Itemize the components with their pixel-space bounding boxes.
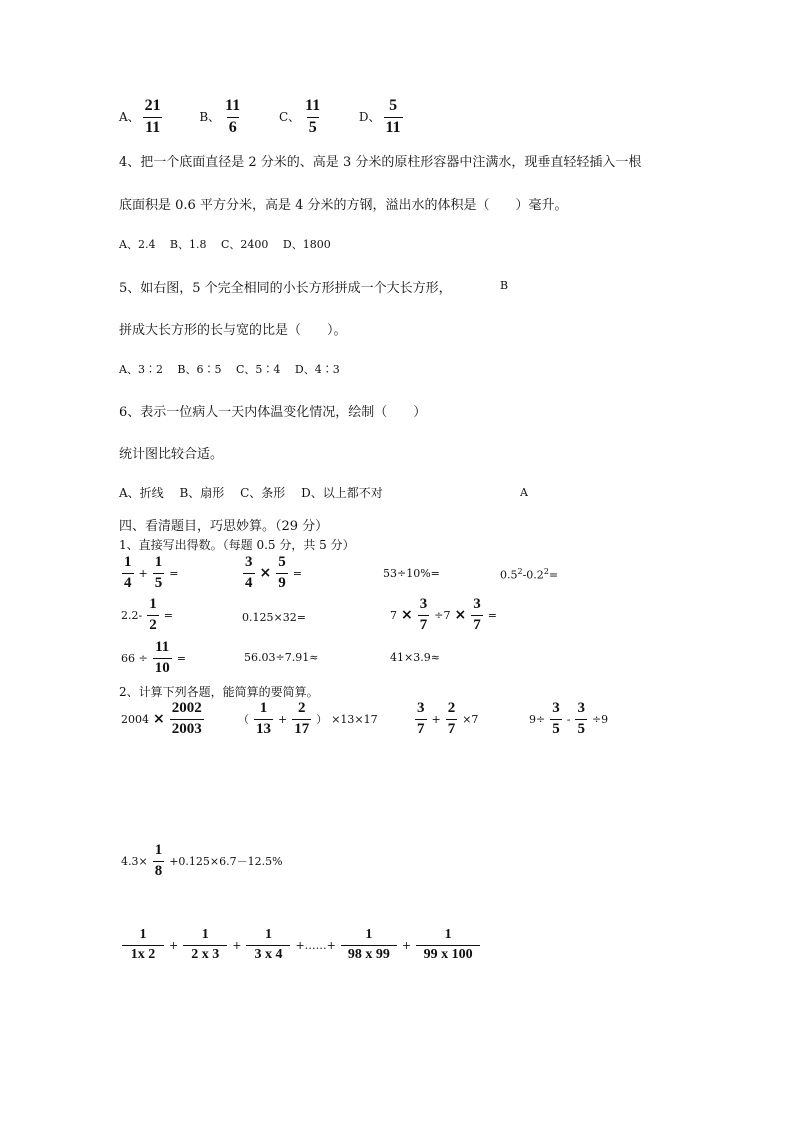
q3-option-a-label: A、 <box>119 109 140 124</box>
calc-expr-4: 9÷ $\frac{3}{5}$ - $\frac{3}{5}$ ÷9 <box>529 700 609 737</box>
direct-expr-5: 2.2- $\frac{1}{2}$ = <box>121 596 173 633</box>
q3-options-row <box>119 98 406 137</box>
direct-expr-4: $0.5^2-0.2^2=$ <box>500 567 559 582</box>
direct-expr-6: 0.125×32= <box>242 611 306 624</box>
section-4-title: 四、看清题目，巧思妙算。（29 分） <box>119 519 329 534</box>
direct-expr-8: 66 ÷ $\frac{11}{10}$ = <box>121 639 186 676</box>
direct-expr-7: 7 × $\frac{3}{7}$ ÷7 × $\frac{3}{7}$ = <box>390 596 497 633</box>
section-4-sub-1: 1、直接写出得数。（每题 0.5 分，共 5 分） <box>119 538 355 552</box>
q5-line-1: 5、如右图，5 个完全相同的小长方形拼成一个大长方形， <box>119 281 452 296</box>
q5-figure-marker: B <box>500 279 509 292</box>
q6-line-2: 统计图比较合适。 <box>119 447 224 462</box>
calc-expr-2: （ $\frac{1}{13}$ + $\frac{2}{17}$ ） ×13×17 <box>238 700 378 737</box>
q3-option-c-fraction: $\frac{11}{5}$ <box>305 97 321 136</box>
direct-expr-1: $\frac{1}{4}$ + $\frac{1}{5}$ = <box>124 554 179 591</box>
direct-expr-2: $\frac{3}{4}$ × $\frac{5}{9}$ = <box>245 554 302 591</box>
direct-expr-9: 56.03÷7.91≈ <box>244 651 319 664</box>
calc-expr-1: 2004 × $\frac{2002}{2003}$ <box>121 700 202 737</box>
direct-expr-10: 41×3.9≈ <box>390 651 440 664</box>
q4-line-1: 4、把一个底面直径是 2 分米的、高是 3 分米的原柱形容器中注满水，现垂直轻轻插入一根 <box>119 155 642 170</box>
q3-option-b-fraction: $\frac{11}{6}$ <box>225 97 241 136</box>
q6-figure-marker: A <box>520 486 528 499</box>
q3-option-c-label: C、 <box>278 109 301 124</box>
q3-option-d-fraction: $\frac{5}{11}$ <box>385 97 401 136</box>
q3-option-b-label: B、 <box>199 109 221 124</box>
direct-row-1 <box>119 555 180 592</box>
direct-expr-3: 53÷10%= <box>383 567 440 580</box>
q3-option-a-fraction: $\frac{21}{11}$ <box>144 97 161 136</box>
calc-expr-6: $\frac{1}{1x 2}$ + $\frac{1}{2 x 3}$ + $\frac{1}{3 x 4}$ +……+ $\frac{1}{98 x 99}$ + $\frac{1}{99 x 100}$ <box>119 928 483 962</box>
q4-line-2: 底面积是 0.6 平方分米，高是 4 分米的方钢，溢出水的体积是（ ）毫升。 <box>119 198 568 213</box>
section-4-sub-2: 2、计算下列各题，能简算的要简算。 <box>119 685 319 699</box>
q6-options: A、折线 B、扇形 C、条形 D、以上都不对 <box>119 486 383 500</box>
q4-options: A、2.4 B、1.8 C、2400 D、1800 <box>119 238 331 251</box>
calc-expr-3: $\frac{3}{7}$ + $\frac{2}{7}$ ×7 <box>417 700 479 737</box>
calc-expr-5: 4.3× $\frac{1}{8}$ +0.125×6.7－12.5% <box>121 842 283 879</box>
q5-line-2: 拼成大长方形的长与宽的比是（ ）。 <box>119 323 347 338</box>
q6-line-1: 6、表示一位病人一天内体温变化情况，绘制（ ） <box>119 405 427 420</box>
q3-option-d-label: D、 <box>358 109 381 124</box>
q5-options: A、3∶2 B、6∶5 C、5∶4 D、4∶3 <box>119 363 340 376</box>
